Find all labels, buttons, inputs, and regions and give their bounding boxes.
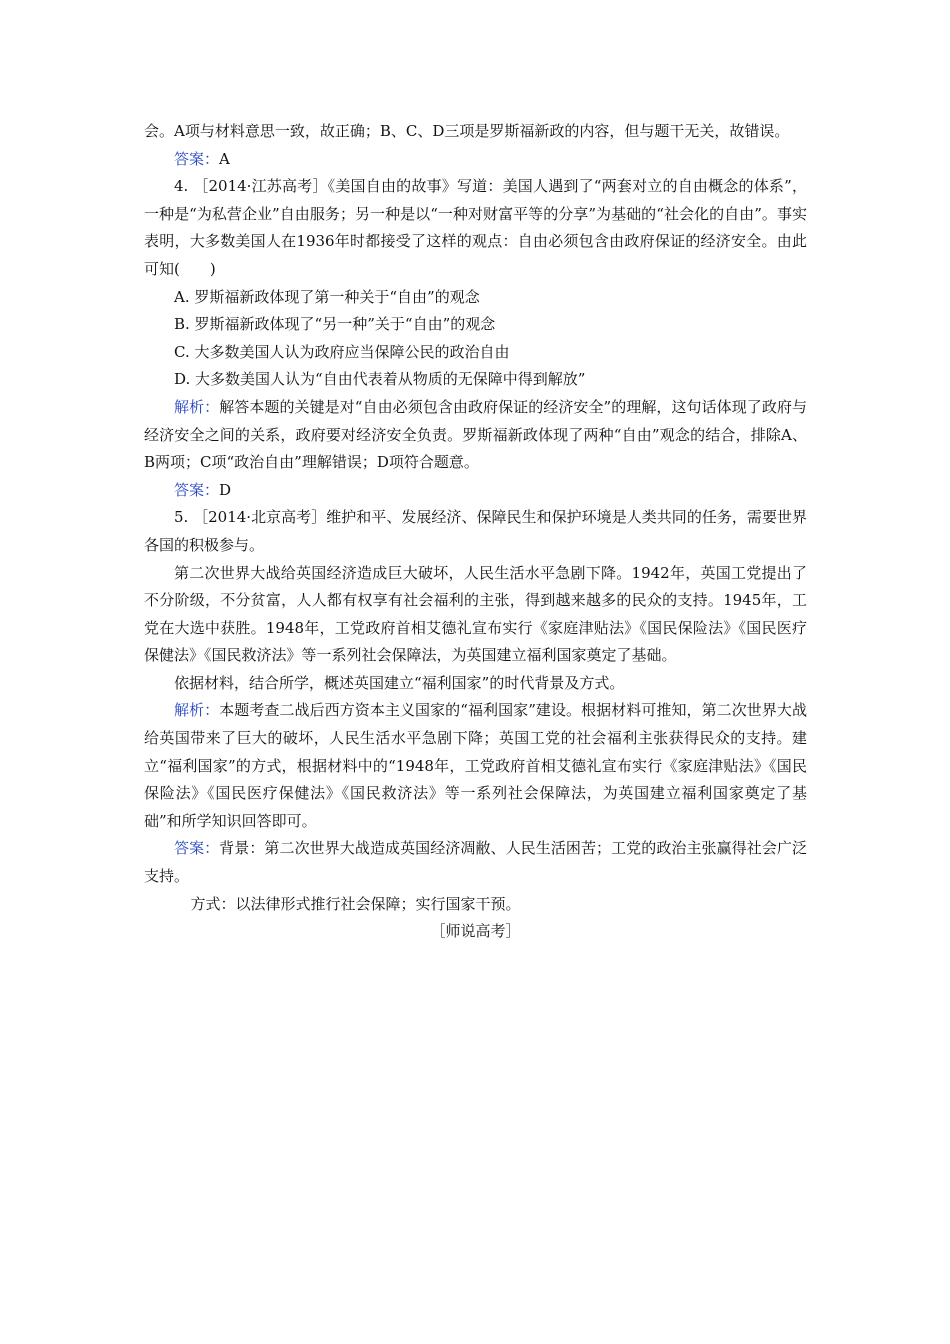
q4-answer bbox=[144, 477, 807, 505]
answer-background: 背景：第二次世界大战造成英国经济凋敝、人民生活困苦；工党的政治主张赢得社会广泛支持。 bbox=[144, 839, 807, 886]
q4-analysis bbox=[144, 394, 807, 477]
q4-option-c: C. 大多数美国人认为政府应当保障公民的政治自由 bbox=[174, 342, 510, 361]
q4-stem: 4. ［2014·江苏高考］《美国自由的故事》写道：美国人遇到了“两套对立的自由概念的体系”，一种是“为私营企业”自由服务；另一种是以“一种对财富平等的分享”为基础的“社会化的自由”。事实表明，大多数美国人在1936年时都接受了这样的观点：自由必须包含由政府保证的经济安全。由此可知( ) bbox=[144, 177, 807, 278]
q5-question: 依据材料，结合所学，概述英国建立“福利国家”的时代背景及方式。 bbox=[174, 673, 625, 692]
q3-answer bbox=[144, 146, 807, 174]
answer-label: 答案： bbox=[174, 149, 220, 168]
document-body bbox=[144, 118, 807, 946]
answer-value: D bbox=[219, 480, 232, 499]
q5-stem: 5. ［2014·北京高考］维护和平、发展经济、保障民生和保护环境是人类共同的任务，需要世界各国的积极参与。 bbox=[144, 508, 807, 554]
answer-label: 答案： bbox=[174, 480, 220, 499]
q4-option-d: D. 大多数美国人认为“自由代表着从物质的无保障中得到解放” bbox=[174, 370, 586, 389]
answer-label: 答案： bbox=[174, 839, 220, 858]
q5-answer bbox=[144, 835, 807, 890]
analysis-text: 本题考查二战后西方资本主义国家的“福利国家”建设。根据材料可推知，第二次世界大战给英国带来了巨大的破坏，人民生活水平急剧下降；英国工党的社会福利主张获得民众的支持。建立“福利国家”的方式，根据材料中的“1948年，工党政府首相艾德礼宣布实行《家庭津贴法》《国民保险法》《国民医疗保健法》《国民救济法》等一系列社会保障法，为英国建立福利国家奠定了基础”和所学知识回答即可。 bbox=[144, 701, 807, 830]
section-heading: ［师说高考］ bbox=[430, 922, 521, 941]
q5-material: 第二次世界大战给英国经济造成巨大破坏，人民生活水平急剧下降。1942年，英国工党提出了不分阶级，不分贫富，人人都有权享有社会福利的主张，得到越来越多的民众的支持。1945年，工党在大选中获胜。1948年，工党政府首相艾德礼宣布实行《家庭津贴法》《国民保险法》《国民医疗保健法》《国民救济法》等一系列社会保障法，为英国建立福利国家奠定了基础。 bbox=[144, 563, 807, 665]
q4-option-b: B. 罗斯福新政体现了“另一种”关于“自由”的观念 bbox=[174, 315, 496, 334]
q5-answer-method: 方式：以法律形式推行社会保障；实行国家干预。 bbox=[190, 894, 521, 913]
analysis-label: 解析： bbox=[174, 397, 220, 416]
q3-analysis-continuation: 会。A项与材料意思一致，故正确；B、C、D三项是罗斯福新政的内容，但与题干无关，故错误。 bbox=[144, 122, 790, 140]
analysis-text: 解答本题的关键是对“自由必须包含由政府保证的经济安全”的理解，这句话体现了政府与经济安全之间的关系，政府要对经济安全负责。罗斯福新政体现了两种“自由”观念的结合，排除A、B两项；C项“政治自由”理解错误；D项符合题意。 bbox=[144, 397, 807, 472]
answer-value: A bbox=[219, 149, 230, 168]
q5-analysis bbox=[144, 697, 807, 835]
analysis-label: 解析： bbox=[174, 701, 220, 720]
q4-option-a: A. 罗斯福新政体现了第一种关于“自由”的观念 bbox=[174, 287, 480, 306]
